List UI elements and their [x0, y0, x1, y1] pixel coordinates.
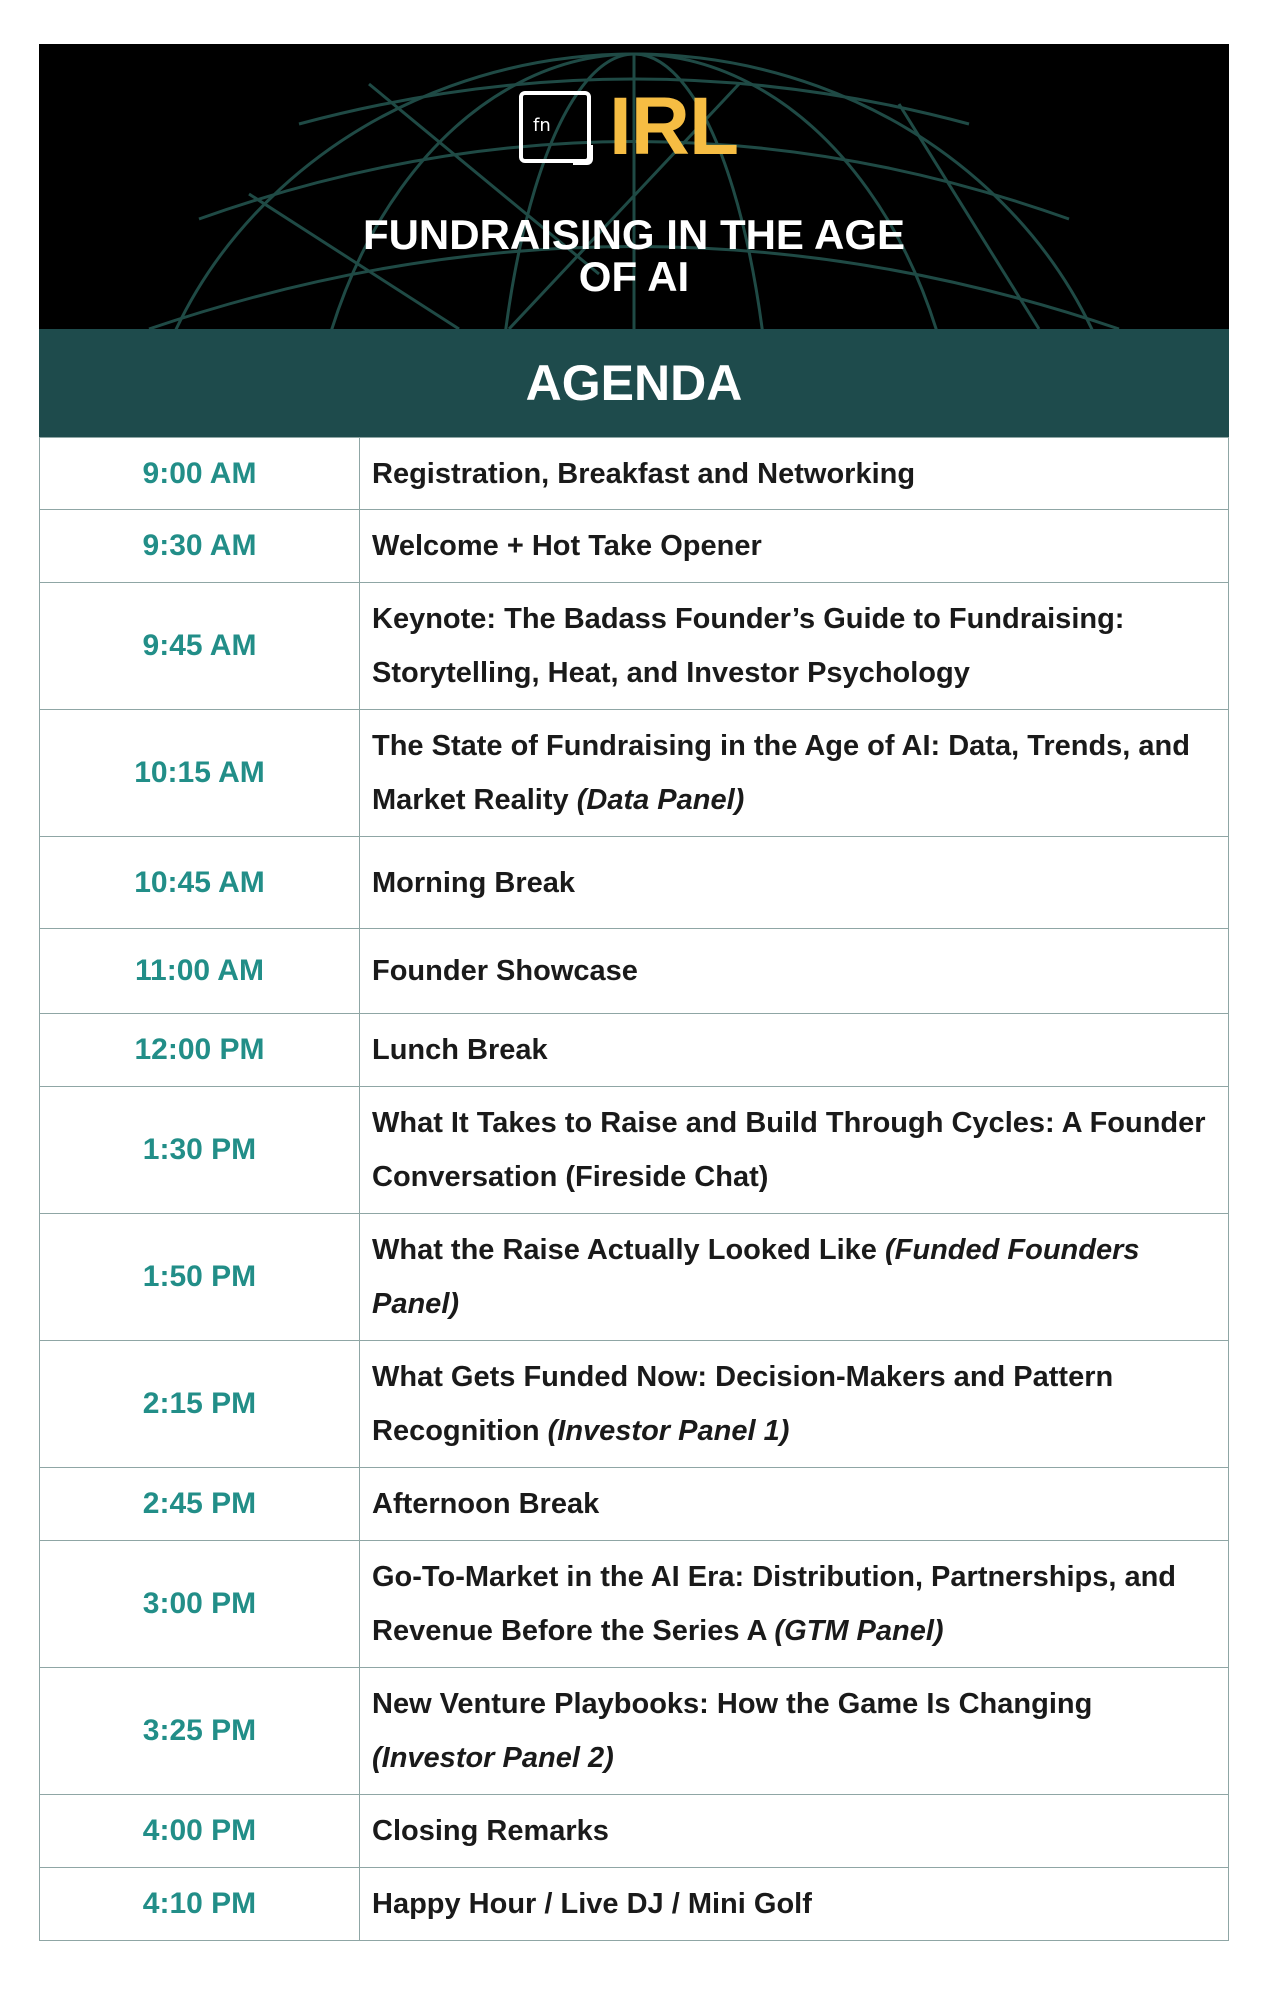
- session-title: Lunch Break: [372, 1034, 548, 1066]
- session-title: Happy Hour / Live DJ / Mini Golf: [372, 1888, 812, 1920]
- fn-key-icon: [519, 91, 591, 163]
- session-format-note: (Data Panel): [576, 784, 745, 816]
- agenda-session: [360, 1668, 1229, 1795]
- event-title: [39, 211, 1229, 300]
- session-title: Go-To-Market in the AI Era: Distribution, Partnerships, and Revenue Before the Series A: [372, 1561, 1177, 1647]
- fn-key-corner: [573, 145, 593, 165]
- session-title: What Gets Funded Now: Decision-Makers and Pattern Recognition: [372, 1361, 1114, 1447]
- session-title: New Venture Playbooks: How the Game Is Changing: [372, 1688, 1093, 1720]
- agenda-row: [40, 1668, 1229, 1795]
- agenda-session: [360, 929, 1229, 1014]
- agenda-session: [360, 1795, 1229, 1868]
- agenda-time: 3:25 PM: [40, 1668, 360, 1795]
- agenda-session: [360, 837, 1229, 929]
- agenda-time: 2:15 PM: [40, 1341, 360, 1468]
- fn-key-label: fn: [533, 115, 551, 136]
- agenda-row: [40, 1214, 1229, 1341]
- agenda-session: [360, 710, 1229, 837]
- agenda-row: [40, 1795, 1229, 1868]
- agenda-time: 10:45 AM: [40, 837, 360, 929]
- agenda-session: [360, 1341, 1229, 1468]
- agenda-row: [40, 583, 1229, 710]
- session-title: Founder Showcase: [372, 955, 638, 987]
- agenda-time: 9:45 AM: [40, 583, 360, 710]
- agenda-time: 2:45 PM: [40, 1468, 360, 1541]
- agenda-row: [40, 1341, 1229, 1468]
- session-title: What the Raise Actually Looked Like: [372, 1234, 877, 1266]
- agenda-session: [360, 510, 1229, 583]
- agenda-session: [360, 1541, 1229, 1668]
- agenda-time: 1:50 PM: [40, 1214, 360, 1341]
- session-title: Keynote: The Badass Founder’s Guide to Fundraising: Storytelling, Heat, and Investor Psychology: [372, 603, 1125, 689]
- irl-wordmark: IRL: [609, 81, 739, 172]
- agenda-row: [40, 438, 1229, 510]
- agenda-time: 3:00 PM: [40, 1541, 360, 1668]
- agenda-row: [40, 1014, 1229, 1087]
- agenda-row: [40, 1468, 1229, 1541]
- fn-irl-logo: [519, 82, 738, 172]
- session-title: Afternoon Break: [372, 1488, 600, 1520]
- agenda-row: [40, 1087, 1229, 1214]
- agenda-session: [360, 1214, 1229, 1341]
- session-title: Registration, Breakfast and Networking: [372, 457, 916, 490]
- agenda-sheet: [39, 44, 1229, 1941]
- session-title: What It Takes to Raise and Build Through Cycles: A Founder Conversation (Fireside Chat): [372, 1107, 1206, 1193]
- agenda-time: 9:00 AM: [40, 438, 360, 510]
- agenda-row: [40, 1868, 1229, 1941]
- agenda-row: [40, 710, 1229, 837]
- session-title: Welcome + Hot Take Opener: [372, 530, 762, 562]
- session-title: The State of Fundraising in the Age of AI: Data, Trends, and Market Reality: [372, 730, 1190, 816]
- agenda-row: [40, 837, 1229, 929]
- agenda-table: [39, 437, 1229, 1941]
- agenda-session: [360, 583, 1229, 710]
- agenda-session: [360, 1868, 1229, 1941]
- event-header: [39, 44, 1229, 329]
- session-format-note: (Investor Panel 2): [372, 1742, 614, 1774]
- agenda-time: 11:00 AM: [40, 929, 360, 1014]
- agenda-row: [40, 510, 1229, 583]
- agenda-row: [40, 929, 1229, 1014]
- agenda-time: 9:30 AM: [40, 510, 360, 583]
- agenda-time: 1:30 PM: [40, 1087, 360, 1214]
- session-title: Closing Remarks: [372, 1815, 609, 1847]
- agenda-session: [360, 1468, 1229, 1541]
- agenda-time: 4:00 PM: [40, 1795, 360, 1868]
- agenda-heading: AGENDA: [39, 329, 1229, 437]
- agenda-time: 10:15 AM: [40, 710, 360, 837]
- agenda-time: 4:10 PM: [40, 1868, 360, 1941]
- session-format-note: (GTM Panel): [774, 1615, 944, 1647]
- event-title-line1: FUNDRAISING IN THE AGE: [362, 211, 906, 258]
- agenda-session: [360, 1087, 1229, 1214]
- session-format-note: (Investor Panel 1): [547, 1415, 790, 1447]
- session-title: Morning Break: [372, 866, 576, 899]
- agenda-row: [40, 1541, 1229, 1668]
- agenda-session: [360, 438, 1229, 510]
- event-title-line2: OF AI: [578, 253, 690, 300]
- agenda-session: [360, 1014, 1229, 1087]
- session-format-note: (Funded Founders Panel): [372, 1234, 1140, 1320]
- agenda-time: 12:00 PM: [40, 1014, 360, 1087]
